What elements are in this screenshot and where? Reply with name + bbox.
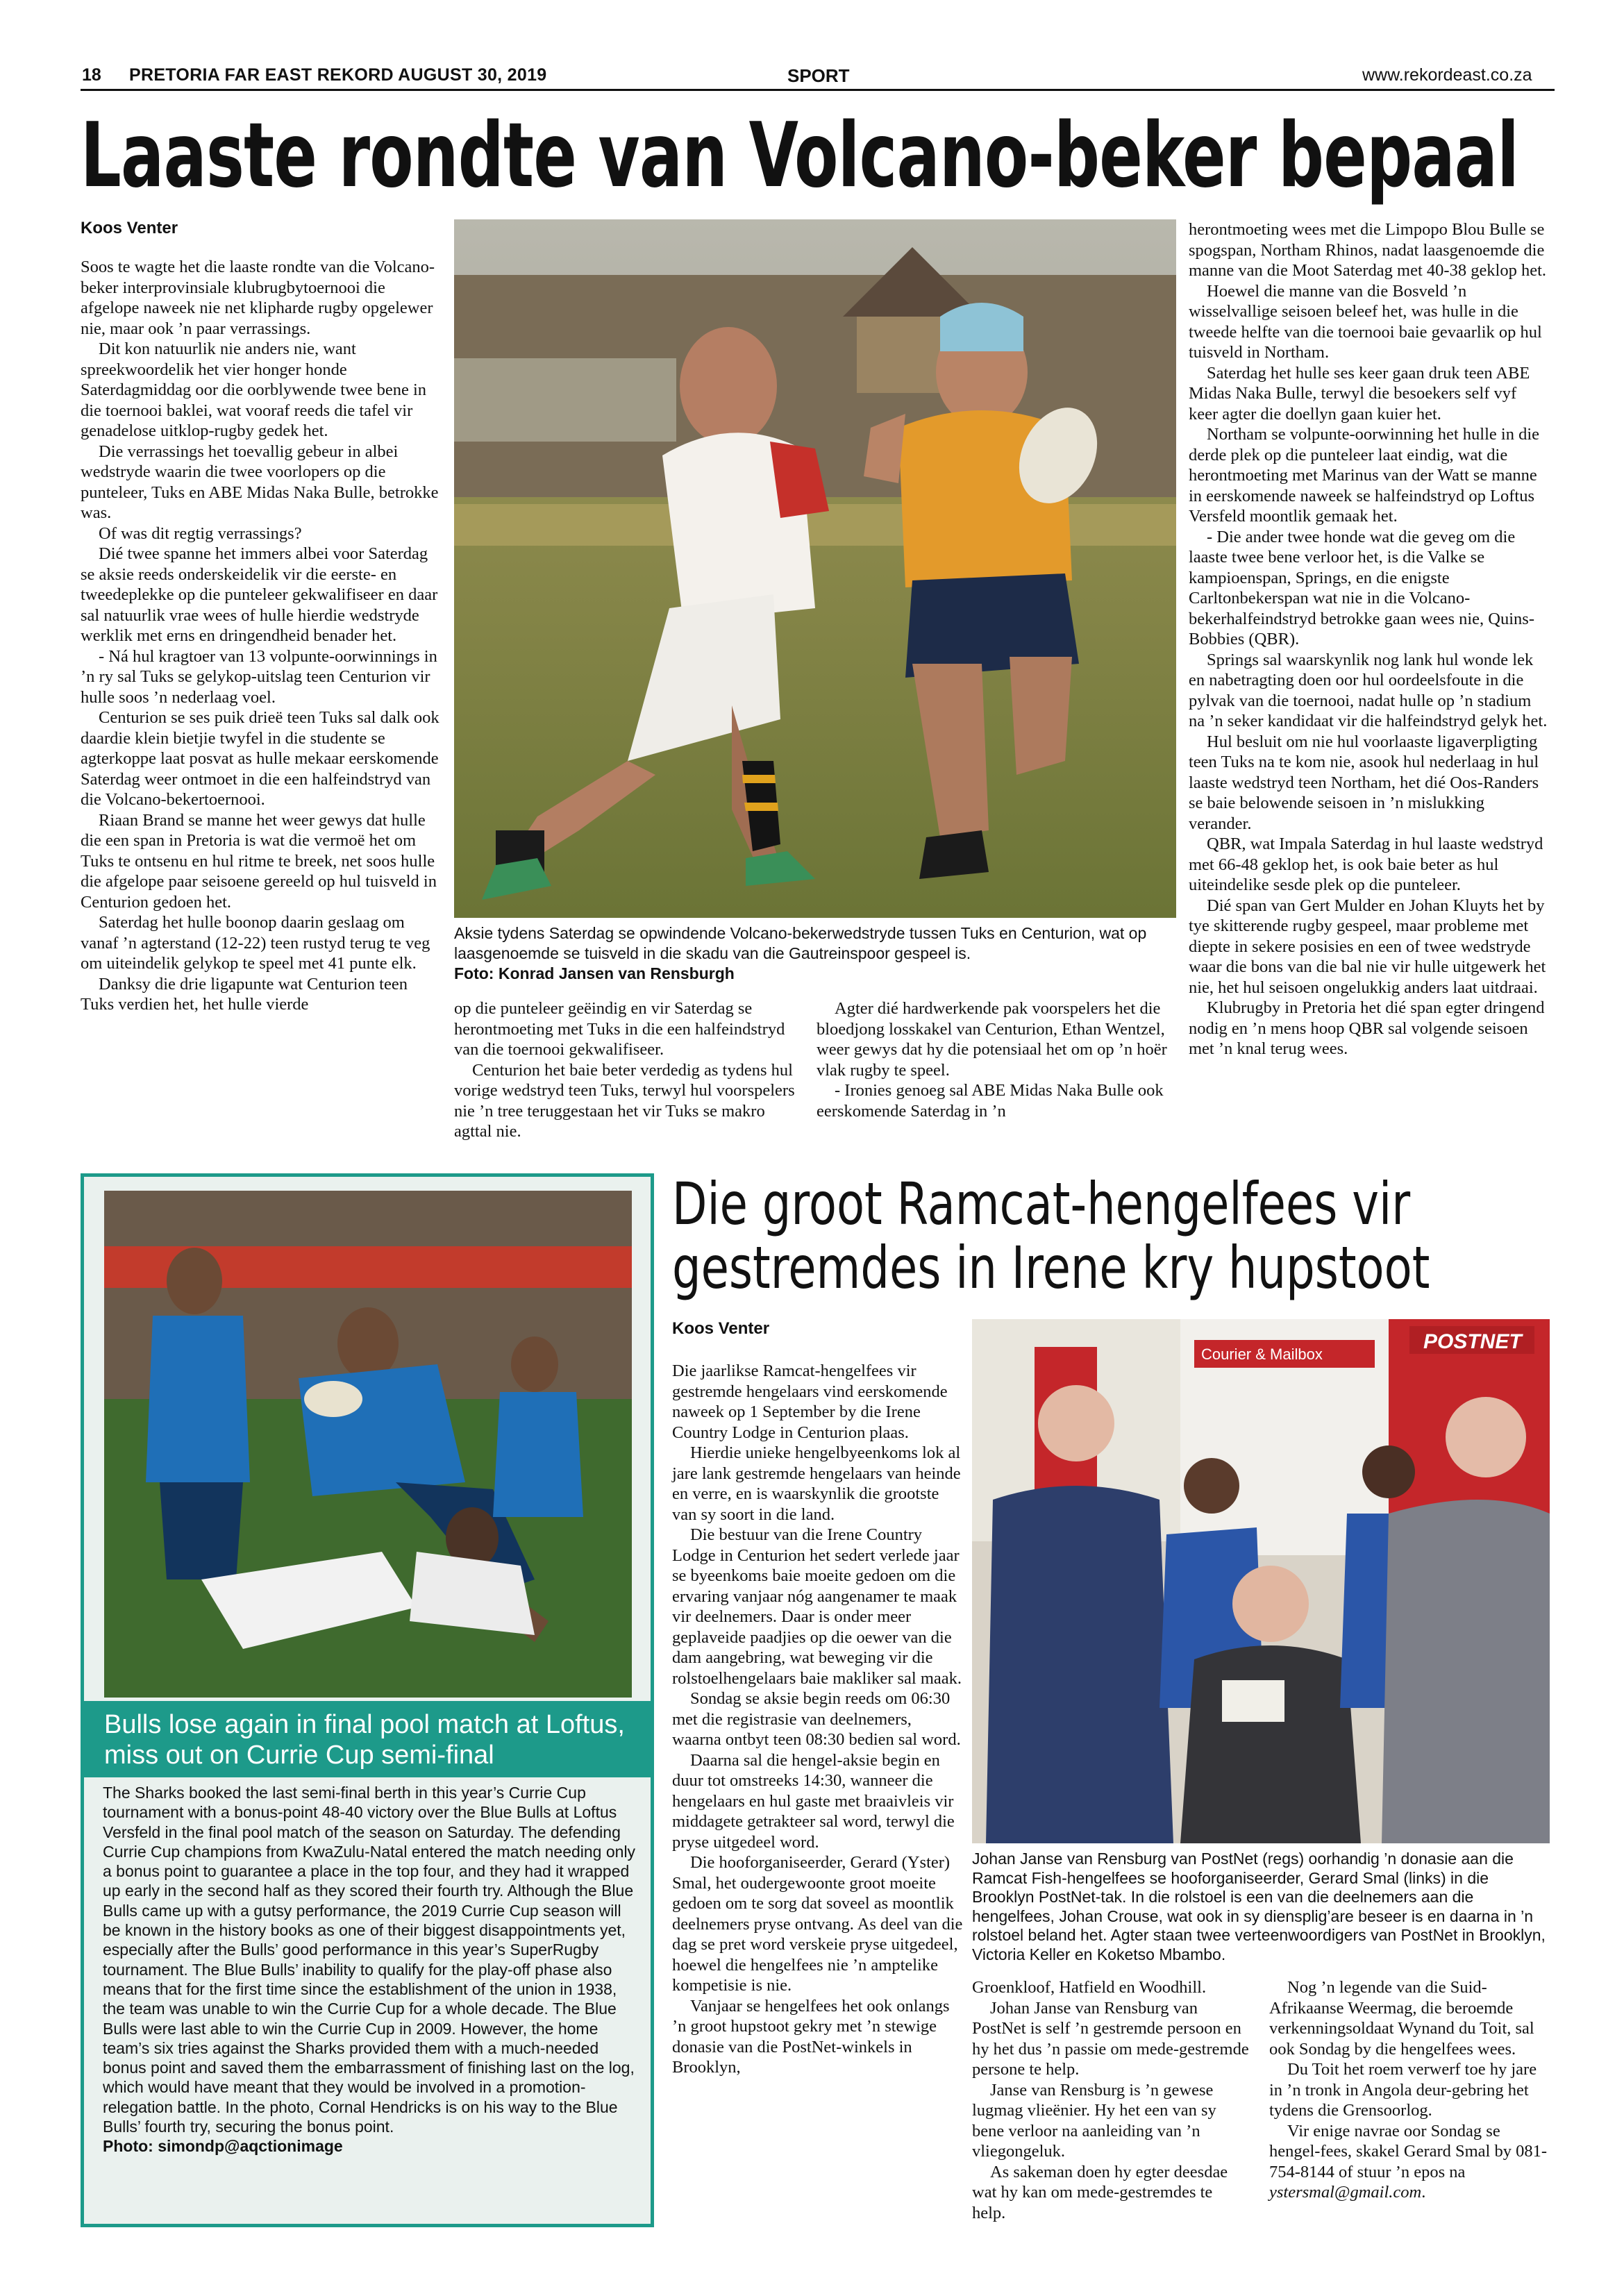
bulls-box-title: Bulls lose again in final pool match at Loftus, miss out on Currie Cup semi-final — [81, 1701, 654, 1777]
para: herontmoeting wees met die Limpopo Blou Bulle se spogspan, Northam Rhinos, nadat laasgenoemde die manne van die Moot Saterdag met 40-38 geklop het. — [1189, 220, 1547, 280]
headline-volcano: Laaste rondte van Volcano-beker bepaal — [81, 104, 1519, 208]
para: Danksy die drie ligapunte wat Centurion teen Tuks verdien het, het hulle vierde — [81, 974, 408, 1014]
para: Die jaarlikse Ramcat-hengelfees vir gestremde hengelaars vind eerskomende naweek op 1 September by die Irene Country Lodge in Centurion plaas. — [672, 1361, 948, 1442]
bulls-box-body — [103, 1783, 636, 2156]
para: op die punteleer geëindig en vir Saterdag se herontmoeting met Tuks in die een halfeindstryd van die toernooi gekwalifiseer. — [454, 999, 785, 1059]
para: Vir enige navrae oor Sondag se hengel-fees, skakel Gerard Smal by 081-754-8144 of stuur ’n epos na — [1269, 2121, 1548, 2181]
para: - Die ander twee honde wat die geveg om die laaste twee bene verloor het, is die Valke se kampioenspan, Springs, en die enigste Carltonbekerspan wat nie in die Volcano-bekerhalfeindstryd betrokke gaan wees nie, Quins-Bobbies (QBR). — [1189, 527, 1534, 648]
para: Riaan Brand se manne het weer gewys dat hulle die een span in Pretoria is wat die vermoë het om Tuks te ontsenu en hul ritme te breek, net soos hulle die afgelope paar seisoene gereeld op hul tuisveld in Centurion gedoen het. — [81, 810, 437, 912]
para: QBR, wat Impala Saterdag in hul laaste wedstryd met 66-48 geklop het, is ook baie beter as hul uiteindelike sesde plek op die punteleer. — [1189, 835, 1543, 894]
para: Springs sal waarskynlik nog lank hul wonde lek en nabetragting doen oor hul oordeelsfoute in die pylvak van die toernooi, nadat hulle op ’n stadium na ’n seker kandidaat vir die halfeindstryd gelyk het. — [1189, 650, 1548, 730]
byline-a1: Koos Venter — [81, 219, 178, 237]
para: Soos te wagte het die laaste rondte van die Volcano-beker interprovinsiale klubrugbytoernooi die afgelope naweek nie net klipharde rugby opgelewer nie, maar ook ’n paar verrassings. — [81, 258, 435, 338]
para: Sondag se aksie begin reeds om 06:30 met die registrasie van deelnemers, waarna ontbyt teen 08:30 bedien sal word. — [672, 1689, 961, 1749]
photo-rugby-action — [454, 219, 1176, 918]
para: Northam se volpunte-oorwinning het hulle in die derde plek op die punteleer laat eindig, wat die herontmoeting met Marinus van der Watt se manne in eerskomende naweek se halfeindstryd op Loftus Versfeld moontlik gemaak het. — [1189, 425, 1540, 526]
para: Hierdie unieke hengelbyeenkoms lok al jare lank gestremde hengelaars van heinde en verre, en is waarskynlik die grootste van sy soort in die land. — [672, 1443, 961, 1524]
a1-col-1 — [81, 257, 442, 1015]
para: Dit kon natuurlik nie anders nie, want spreekwoordelik het vier honger honde Saterdagmiddag oor die oorblywende twee bene in die toernooi baklei, wat vooraf reeds die tafel vir genadelose uitklop-rugby gedek het. — [81, 340, 427, 440]
para: Du Toit het roem verwerf toe hy jare in ’n tronk in Angola deur-gebring het tydens die Grensoorlog. — [1269, 2060, 1537, 2120]
section-label: SPORT — [787, 65, 850, 86]
para: Saterdag het hulle boonop daarin geslaag om vanaf ’n agterstand (12-22) teen rustyd terug te veg om uiteindelik gelykop te speel met 41 punte elk. — [81, 913, 430, 973]
para: Agter dié hardwerkende pak voorspelers het die bloedjong losskakel van Centurion, Ethan Wentzel, weer gewys dat hy die potensiaal het om op ’n hoër vlak rugby te speel. — [817, 999, 1167, 1080]
a1-col-2 — [454, 998, 801, 1142]
photo-postnet-caption: Johan Janse van Rensburg van PostNet (regs) oorhandig ’n donasie aan die Ramcat Fish-hengelfees se hooforganiseerder, Gerard Smal (links) in die Brooklyn PostNet-tak. In die rolstoel is een van die deelnemers aan die hengelfees, Johan Crouse, wat ook in sy diensplig’are beseer is en daarna in ’n rolstoel beland het. Agter staan twee verteenwoordigers van PostNet in Brooklyn, Victoria Keller en Koketso Mbambo. — [972, 1850, 1546, 1963]
para: Centurion het baie beter verdedig as tydens hul vorige wedstryd teen Tuks, terwyl hul voorspelers nie ’n tree teruggestaan het vir Tuks se makro agttal nie. — [454, 1060, 795, 1141]
caption-text: Aksie tydens Saterdag se opwindende Volcano-bekerwedstryde tussen Tuks en Centurion, wat op laasgenoemde se tuisveld in die skadu van die Gautreinspoor gespeel is. — [454, 924, 1147, 962]
photo-rugby-caption — [454, 923, 1176, 984]
a1-col-4 — [1189, 219, 1550, 1059]
box-photo-credit: Photo: simondp@aqctionimage — [103, 2137, 343, 2156]
courier-sign: Courier & Mailbox — [1201, 1346, 1323, 1363]
para: Daarna sal die hengel-aksie begin en duur tot omstreeks 14:30, wanneer die hengelaars en hul gaste met braaivleis vir middagete getrakteer sal word, terwyl die pryse uitgedeel word. — [672, 1750, 955, 1852]
headline-ramcat: Die groot Ramcat-hengelfees vir gestremdes in Irene kry hupstoot — [672, 1172, 1430, 1302]
para: Hoewel die manne van die Bosveld ’n wisselvallige seisoen beleef het, was hulle in die tweede helfte van die toernooi baie gevaarlik op hul tuisveld in Northam. — [1189, 281, 1542, 362]
para: Hul besluit om nie hul voorlaaste ligaverpligting teen Tuks na te kom nie, asook hul nederlaag in hul laaste wedstryd teen Northam, het dié Oos-Randers se baie belowende seisoen in ’n mislukking verander. — [1189, 732, 1539, 833]
postnet-sign: POSTNET — [1423, 1330, 1522, 1353]
a2-col-3 — [1269, 1977, 1550, 2203]
email-period: . — [1421, 2183, 1426, 2202]
para: Janse van Rensburg is ’n gewese lugmag vlieënier. Hy het een van sy bene verloor na aanleiding van ’n vliegongeluk. — [972, 2080, 1216, 2161]
para: Die verrassings het toevallig gebeur in albei wedstryde waarin die twee voorlopers op die punteleer, Tuks en ABE Midas Naka Bulle, betrokke was. — [81, 442, 439, 522]
para: Groenkloof, Hatfield en Woodhill. — [972, 1978, 1207, 1997]
header-rule — [81, 89, 1555, 91]
byline-a2: Koos Venter — [672, 1319, 770, 1338]
para: Die hooforganiseerder, Gerard (Yster) Smal, het oudergewoonte groot moeite gedoen om te sorg dat soveel as moontlik deelnemers pryse ontvang. As deel van die dag se pret word verskeie pryse uitgedeel, hoewel die hengelfees nie ’n amptelike kompetisie is nie. — [672, 1853, 963, 1995]
box-body-text: The Sharks booked the last semi-final berth in this year’s Currie Cup tournament with a bonus-point 48-40 victory over the Blue Bulls at Loftus Versfeld in the final pool match of the season on Saturday. The defending Currie Cup champions from KwaZulu-Natal entered the match needing only a bonus point to guarantee a place in the top four, and they had it wrapped up early in the second half as they scored their fourth try. Although the Blue Bulls came up with a gutsy performance, the 2019 Currie Cup season will be known in the history books as one of their biggest disappointments yet, especially after the Bulls’ good performance in this year’s SuperRugby tournament. The Blue Bulls’ inability to qualify for the play-off phase also means that for the first time since the establishment of the union in 1938, the team was unable to win the Currie Cup for a whole decade. The Blue Bulls were last able to win the Currie Cup in 2009. However, the home team’s six tries against the Sharks provided them with a much-needed bonus point and saved them the embarrassment of finishing last on the log, which would have meant that they would be involved in a promotion-relegation battle. In the photo, Cornal Hendricks is on his way to the Blue Bulls’ fourth try, securing the bonus point. — [103, 1784, 636, 2136]
para: Saterdag het hulle ses keer gaan druk teen ABE Midas Naka Bulle, terwyl die besoekers self vyf keer agter die doellyn gaan kuier het. — [1189, 363, 1530, 424]
page-number: 18 — [82, 65, 101, 85]
a1-col-3 — [817, 998, 1176, 1121]
bulls-try-image — [104, 1191, 632, 1698]
a2-col-1 — [672, 1361, 964, 2078]
para: As sakeman doen hy egter deesdae wat hy kan om mede-gestremdes te help. — [972, 2162, 1228, 2222]
postnet-donation-image — [972, 1319, 1550, 1843]
photo-postnet-donation — [972, 1319, 1550, 1843]
para: Vanjaar se hengelfees het ook onlangs ’n groot hupstoot gekry met ’n stewige donasie van die PostNet-winkels in Brooklyn, — [672, 1996, 950, 2077]
para: - Ironies genoeg sal ABE Midas Naka Bulle ook eerskomende Saterdag in ’n — [817, 1081, 1164, 1121]
para: Nog ’n legende van die Suid-Afrikaanse Weermag, die beroemde verkenningsoldaat Wynand du Toit, sal ook Sondag by die hengelfees wees. — [1269, 1978, 1534, 2059]
para: Die bestuur van die Irene Country Lodge in Centurion het sedert verlede jaar se byeenkoms baie moeite gedoen om die ervaring vanjaar nóg aangenamer te maak vir deelnemers. Daar is onder meer geplaveide paadjies op die oewer van die dam aangebring, wat beweging vir die rolstoelhengelaars baie makliker sal maak. — [672, 1525, 962, 1688]
para: Klubrugby in Pretoria het dié span egter dringend nodig en ’n mens hoop QBR sal volgende seisoen met ’n knal terug wees. — [1189, 998, 1545, 1058]
a2-col-2 — [972, 1977, 1250, 2223]
paper-title: PRETORIA FAR EAST REKORD AUGUST 30, 2019 — [129, 65, 547, 85]
para: Johan Janse van Rensburg van PostNet is self ’n gestremde persoon en hy het dus ’n passie om mede-gestremde persone te help. — [972, 1998, 1249, 2079]
site-url: www.rekordeast.co.za — [1362, 65, 1532, 85]
photo-credit: Foto: Konrad Jansen van Rensburgh — [454, 964, 735, 982]
rugby-action-image — [454, 219, 1176, 918]
photo-bulls-try — [104, 1191, 632, 1698]
para: Dié span van Gert Mulder en Johan Kluyts het by tye skitterende rugby gespeel, maar probleme met diepte in sekere posisies en een of twee wedstryde waar die bons van die bal nie vir hulle uitgewerk het nie, het hul seisoen ongelukkig anders laat uitdraai. — [1189, 896, 1546, 997]
para: Centurion se ses puik drieë teen Tuks sal dalk ook daardie klein bietjie twyfel in die studente se agterkoppe laat posvat as hulle mekaar eerskomende Saterdag weer ontmoet in die een halfeindstryd van die Volcano-bekertoernooi. — [81, 708, 440, 809]
para: - Ná hul kragtoer van 13 volpunte-oorwinnings in ’n ry sal Tuks se gelykop-uitslag teen Centurion vir hulle soos ’n nederlaag voel. — [81, 646, 437, 707]
para: Dié twee spanne het immers albei voor Saterdag se aksie reeds onderskeidelik vir die eerste- en tweedeplekke op die punteleer gekwalifiseer en daar sal natuurlik vrae wees of hulle hierdie wedstryde werklik met erns en dringendheid benader het. — [81, 544, 438, 645]
contact-email[interactable]: ystersmal@gmail.com — [1269, 2183, 1422, 2202]
para: Of was dit regtig verrassings? — [99, 523, 302, 543]
